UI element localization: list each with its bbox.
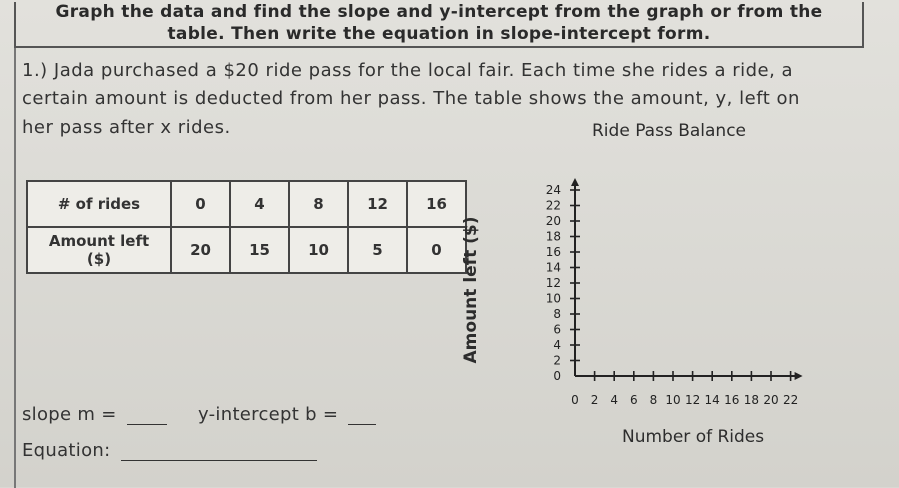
table-cell: 12 [348, 181, 407, 227]
intercept-answer-blank[interactable] [348, 424, 376, 425]
equation-label: Equation: [22, 440, 111, 461]
table-cell: 15 [230, 227, 289, 273]
x-tick-label: 16 [724, 393, 740, 407]
table-cell: 0 [407, 227, 466, 273]
instructions-box [14, 2, 864, 48]
table-cell: 4 [230, 181, 289, 227]
slope-answer-blank[interactable] [127, 424, 167, 425]
table-header-rides: # of rides [27, 181, 171, 227]
table-cell: 8 [289, 181, 348, 227]
table-cell: 5 [348, 227, 407, 273]
data-table [26, 180, 467, 274]
table-header-amount-line-2: ($) [86, 250, 112, 268]
table-row [27, 227, 466, 273]
x-tick-label: 18 [743, 393, 760, 407]
x-tick-label: 0 [571, 393, 579, 407]
table-cell: 20 [171, 227, 230, 273]
problem-text-line-2: certain amount is deducted from her pass. The table shows the amount, y, left on [22, 88, 800, 109]
y-tick-label: 18 [545, 229, 561, 244]
chart-title: Ride Pass Balance [592, 121, 747, 141]
y-tick-label: 12 [545, 276, 561, 290]
y-tick-label: 0 [553, 369, 561, 383]
table-row [27, 181, 466, 227]
y-tick-label: 20 [545, 214, 561, 228]
y-axis-label: Amount left ($) [461, 216, 481, 364]
table-cell: 16 [407, 181, 466, 227]
x-tick-label: 8 [649, 393, 658, 407]
x-tick-label: 4 [610, 393, 619, 407]
table-cell: 0 [171, 181, 230, 227]
y-tick-label: 8 [553, 307, 561, 321]
x-tick-label: 14 [704, 393, 720, 407]
coordinate-plane[interactable] [520, 140, 840, 420]
x-tick-label: 10 [665, 393, 681, 407]
y-tick-label: 14 [545, 260, 561, 275]
x-tick-label: 12 [684, 393, 701, 407]
instructions-line-1: Graph the data and find the slope and y-intercept from the graph or from the [55, 2, 823, 22]
equation-answer-blank[interactable] [121, 460, 317, 461]
x-tick-label: 2 [590, 393, 599, 407]
problem-text-line-3: her pass after x rides. [22, 117, 231, 138]
x-axis-label: Number of Rides [622, 427, 765, 447]
y-tick-label: 22 [545, 198, 561, 213]
instructions-line-2: table. Then write the equation in slope-intercept form. [167, 24, 711, 44]
table-cell: 10 [289, 227, 348, 273]
y-axis-arrow [571, 178, 579, 186]
y-tick-label: 2 [553, 353, 561, 368]
x-tick-label: 6 [629, 393, 638, 407]
table-header-amount [27, 227, 171, 273]
y-tick-label: 16 [545, 245, 561, 259]
equation-prompt [22, 440, 317, 461]
intercept-label: y-intercept b = [198, 404, 339, 425]
slope-label: slope m = [22, 404, 117, 425]
intercept-prompt [198, 404, 376, 425]
x-tick-label: 20 [763, 393, 779, 407]
table-header-amount-line-1: Amount left [48, 232, 150, 250]
slope-prompt [22, 404, 167, 425]
y-tick-label: 6 [553, 322, 561, 337]
y-tick-label: 24 [545, 183, 561, 197]
x-axis-arrow [795, 372, 803, 380]
x-tick-label: 22 [782, 393, 799, 407]
y-tick-label: 4 [553, 338, 561, 352]
problem-text-line-1: 1.) Jada purchased a $20 ride pass for the local fair. Each time she rides a ride, a [22, 60, 794, 81]
y-tick-label: 10 [545, 291, 561, 306]
